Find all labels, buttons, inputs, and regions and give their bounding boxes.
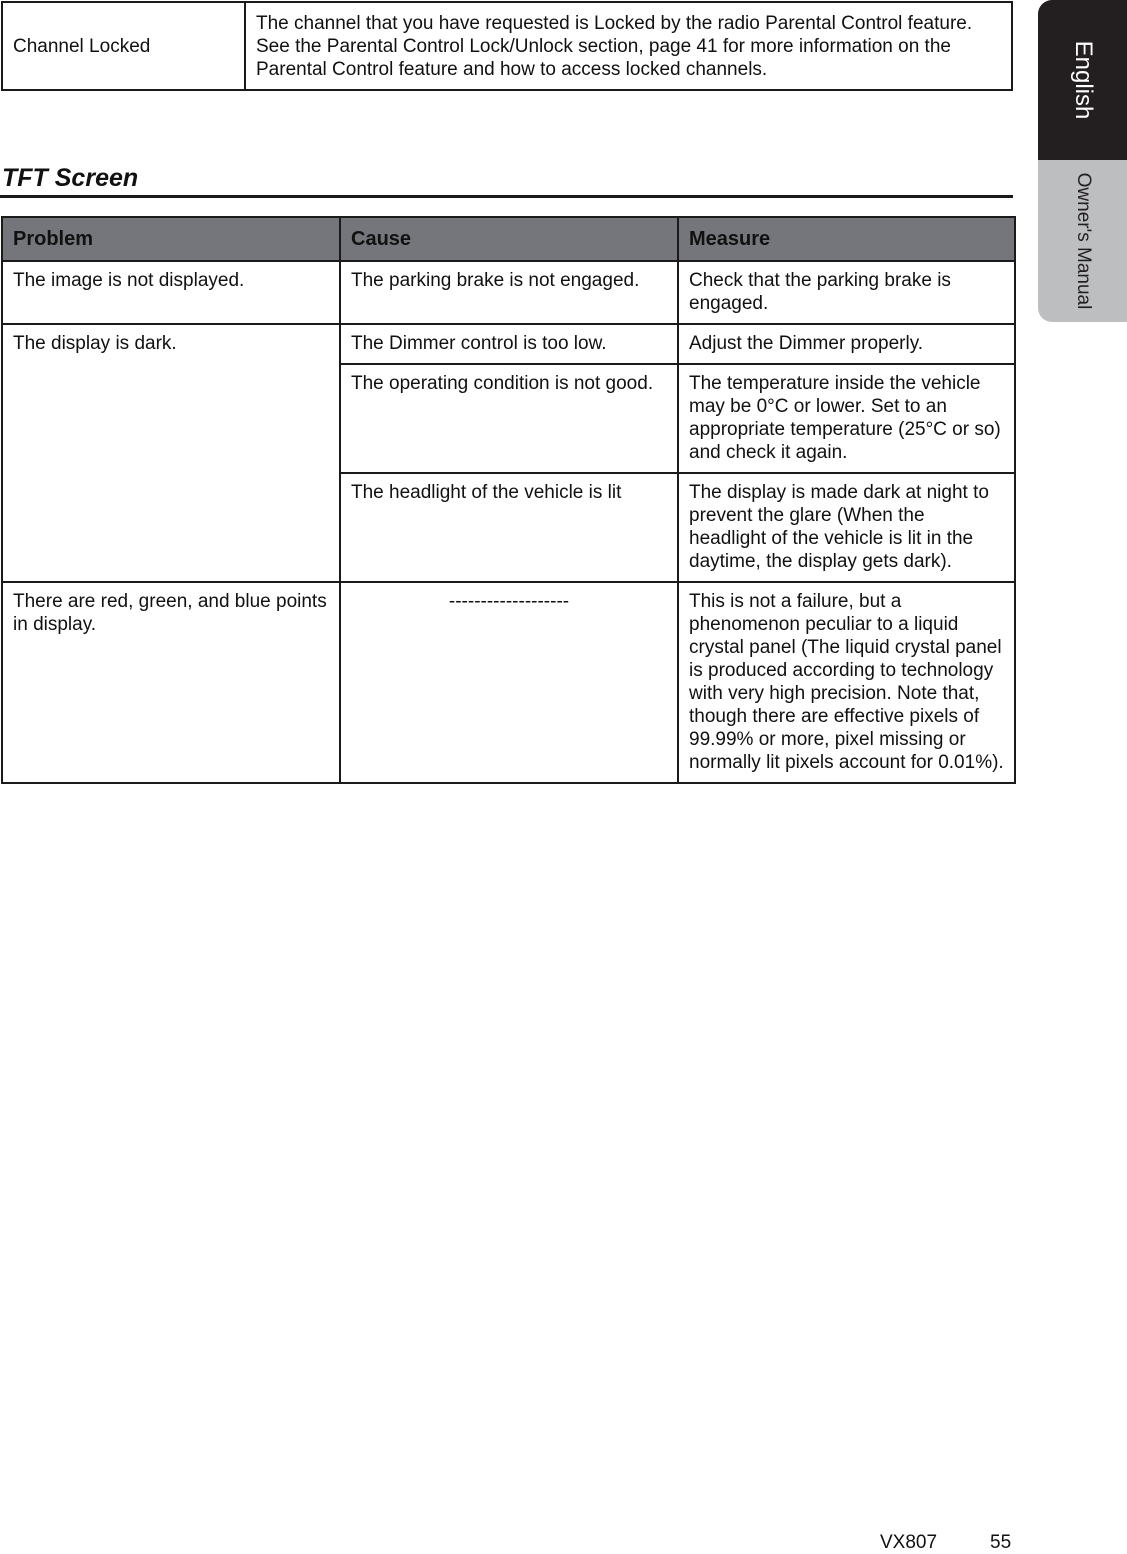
language-tab-label: English [1069, 40, 1097, 120]
page-number: 55 [990, 1532, 1012, 1553]
cause-cell: The parking brake is not engaged. [340, 261, 678, 324]
problem-cell: The display is dark. [2, 324, 340, 582]
section-divider [0, 195, 1013, 198]
channel-locked-label: Channel Locked [2, 2, 245, 90]
header-measure: Measure [678, 217, 1015, 261]
problem-cell: There are red, green, and blue points in display. [2, 582, 340, 783]
channel-locked-description: The channel that you have requested is Locked by the radio Parental Control feature. See the Parental Control Lock/Unlock section, page 41 for more information on the Parental Control feature and how to access locked channels. [245, 2, 1012, 90]
cause-cell: The headlight of the vehicle is lit [340, 473, 678, 582]
table-row [2, 2, 1012, 90]
header-problem: Problem [2, 217, 340, 261]
table-row [2, 261, 1015, 324]
problem-cell: The image is not displayed. [2, 261, 340, 324]
channel-locked-table [1, 1, 1013, 91]
header-cause: Cause [340, 217, 678, 261]
measure-cell: This is not a failure, but a phenomenon peculiar to a liquid crystal panel (The liquid crystal panel is produced according to technology with very high precision. Note that, though there are effective pixels of 99.99% or more, pixel missing or normally lit pixels account for 0.01%). [678, 582, 1015, 783]
measure-cell: The display is made dark at night to prevent the glare (When the headlight of the vehicle is lit in the daytime, the display gets dark). [678, 473, 1015, 582]
tft-troubleshooting-table [1, 216, 1016, 784]
footer-model: VX807 [880, 1532, 938, 1553]
language-tab [1038, 0, 1127, 160]
cause-cell: The Dimmer control is too low. [340, 324, 678, 364]
owners-manual-tab-label: Owner's Manual [1072, 172, 1094, 310]
measure-cell: Adjust the Dimmer properly. [678, 324, 1015, 364]
section-title: TFT Screen [2, 164, 139, 192]
measure-cell: The temperature inside the vehicle may be 0°C or lower. Set to an appropriate temperature (25°C or so) and check it again. [678, 364, 1015, 473]
table-row [2, 324, 1015, 364]
cause-cell: ------------------- [340, 582, 678, 783]
cause-cell: The operating condition is not good. [340, 364, 678, 473]
table-row [2, 582, 1015, 783]
table-header-row [2, 217, 1015, 261]
measure-cell: Check that the parking brake is engaged. [678, 261, 1015, 324]
owners-manual-tab [1038, 160, 1127, 322]
